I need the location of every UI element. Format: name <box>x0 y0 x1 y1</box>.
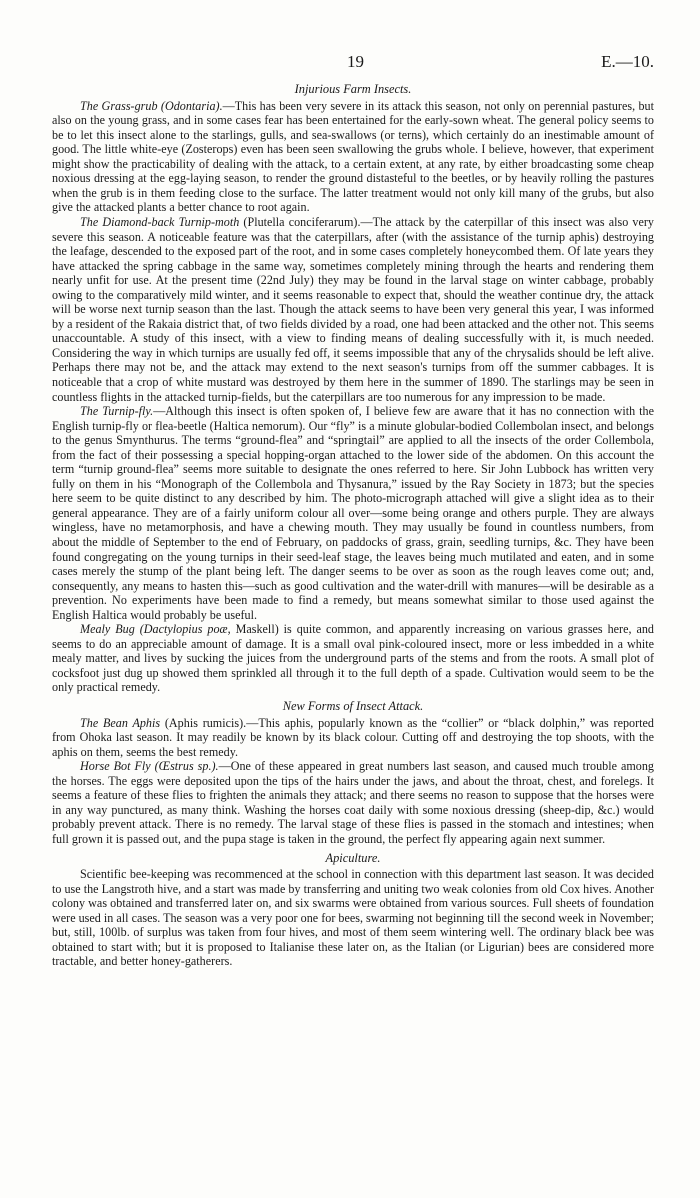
paragraph-body: (Aphis rumicis).—This aphis, popularly known as the “collier” or “black dolphin,” was reported from Ohoka last season. It may readily be known by its black colour. Cutting off and destroying the top shoots, with the aphis on them, seems the best remedy. <box>52 715 654 759</box>
paragraph-body: Scientific bee-keeping was recommenced at the school in connection with this department last season. It was decided to use the Langstroth hive, and a start was made by transferring and uniting two weak colonies from old Cox hives. Another colony was obtained and transferred later on, and six swarms were obtained from various sources. Full sheets of foundation were used in all cases. The season was a very poor one for bees, swarming not beginning till the second week in November; but, still, 100lb. of surplus was taken from four hives, and most of them seem wintering well. The ordinary black bee was obtained to start with; but it is proposed to Italianise these later on, as the Italian (or Ligurian) bees are considered more tractable, and better honey-gatherers. <box>52 867 655 969</box>
paragraph-lead: The Turnip-fly. <box>80 404 154 419</box>
document-reference: E.—10. <box>601 52 654 71</box>
paragraph-bean-aphis <box>52 716 654 760</box>
page-number: 19 <box>347 52 364 71</box>
paragraph-lead: Horse Bot Fly (Œstrus sp.). <box>80 759 219 774</box>
paragraph-body: Maskell) is quite common, and apparently increasing on various grasses here, and seems to do an appreciable amount of damage. It is a small oval pink-coloured insect, more or less imbedded in a white mealy matter, and lives by sucking the juices from the underground parts of the stems and from the roots. A small plot of cocksfoot just dug up showed them sprinkled all through it to the full depth of a spade. Cultivation would seem to be the only practical remedy. <box>52 622 654 695</box>
section-heading-injurious: Injurious Farm Insects. <box>294 82 412 96</box>
paragraph-lead: The Grass-grub (Odontaria). <box>80 98 223 113</box>
section-heading-new-forms: New Forms of Insect Attack. <box>282 699 424 714</box>
paragraph-bee-keeping <box>52 867 654 969</box>
paragraph-lead: The Diamond-back Turnip-moth <box>80 214 240 229</box>
page-header <box>52 52 654 78</box>
paragraph-turnip-moth <box>52 215 654 404</box>
section-heading-apiculture: Apiculture. <box>325 850 381 865</box>
paragraph-lead: The Bean Aphis <box>80 715 161 730</box>
paragraph-body: —One of these appeared in great numbers last season, and caused much trouble among the horses. The eggs were deposited upon the tips of the hairs under the jaws, and about the throat, chest, and forelegs. It seems a feature of these flies to frighten the animals they attack; and there seems no reason to suppose that the horses were in any way punctured, as many think. Washing the horses coat daily with some noxious dressing (sheep-dip, &c.) would probably prevent attack. There is no remedy. The larval stage of these flies is passed in the stomach and intestines; when full grown it is passed out, and the pupa stage is taken in the ground, the perfect fly appearing again next summer. <box>52 759 654 846</box>
paragraph-mealy-bug <box>52 622 654 695</box>
paragraph-grass-grub <box>52 99 654 215</box>
paragraph-lead: Mealy Bug (Dactylopius poæ, <box>80 622 231 637</box>
paragraph-body: —Although this insect is often spoken of, I believe few are aware that it has no connection with the English turnip-fly or flea-beetle (Haltica nemorum). Our “fly” is a minute globular-bodied Collembolan insect, and belongs to the genus Smynthurus. The terms “ground-flea” and “springtail” are applied to all the insects of the order Collembola, from the fact of their possessing a special hopping-organ attached to the lower side of the abdomen. On this account the term “turnip ground-flea” seems more suitable to designate the ones referred to here. Sir John Lubbock has written very fully on them in his “Monograph of the Collembola and Thysanura,” issued by the Ray Society in 1873; but the species here seem to be quite distinct to any described by him. The photo-micrograph attached will give a slight idea as to their general appearance. They are of a fairly uniform colour all over—some being orange and others purple. They are always wingless, have no metamorphosis, and have a chewing mouth. They may usually be found in countless numbers, from about the middle of September to the end of February, on paddocks of grass, grain, seedling turnips, &c. They have been found congregating on the young turnips in their seed-leaf stage, the leaves being much mutilated and eaten, and in some cases merely the stump of the plant being left. The danger seems to be over as soon as the rough leaves come out; and, consequently, any means to hasten this—such as good cultivation and the water-drill with manures—will be desirable as a prevention. No experiments have been made to find a remedy, but means somewhat similar to those used against the English Haltica would probably be useful. <box>52 404 655 622</box>
paragraph-bot-fly <box>52 759 654 846</box>
paragraph-body: (Plutella conciferarum).—The attack by the caterpillar of this insect was also very severe this season. A noticeable feature was that the caterpillars, after (with the assistance of the turnip aphis) destroying the leafage, descended to the exposed part of the root, and in some cases completely honeycombed them. Of late years they have attacked the spring cabbage in the same way, sometimes completely mining through the hearts and rendering them nearly unfit for use. At the present time (22nd July) they may be found in the larval stage on winter cabbage, probably owing to the comparatively mild winter, and it seems reasonable to expect that, should the weather continue dry, the attack will be worse next turnip season than the last. Though the attack seems to have been very general this year, I was informed by a resident of the Rakaia district that, of two fields divided by a road, one had been attacked and the other not. This seems unaccountable. A study of this insect, with a view to finding means of dealing successfully with it, is much needed. Considering the way in which turnips are usually fed off, it seems impossible that any of the chrysalids should be left alive. Perhaps there may not be, and the attack may extend to the next season's turnips from off the summer cabbages. It is noticeable that a crop of white mustard was destroyed by them here in the summer of 1890. The starlings may be seen in countless flights in the attacked turnip-fields, but the caterpillars are too numerous for any impression to be made. <box>52 214 654 404</box>
paragraph-turnip-fly <box>52 404 654 622</box>
paragraph-body: —This has been very severe in its attack this season, not only on perennial pastures, but also on the young grass, and in some cases fear has been entertained for the early-sown wheat. The general policy seems to be to let this insect alone to the starlings, gulls, and sea-swallows (or terns), which certainly do an inestimable amount of good. The little white-eye (Zosterops) even has been seen swallowing the grubs whole. I believe, however, that experiment might show the practicability of dealing with the attack, to a certain extent, at any rate, by either broadcasting some cheap noxious dressing at the egg-laying season, to render the ground distasteful to the beetles, or by heavily rolling the pastures when the grub is in them feeding close to the surface. The latter treatment would not only kill many of the grubs, but also give the attacked plants a better chance to root again. <box>52 98 654 215</box>
